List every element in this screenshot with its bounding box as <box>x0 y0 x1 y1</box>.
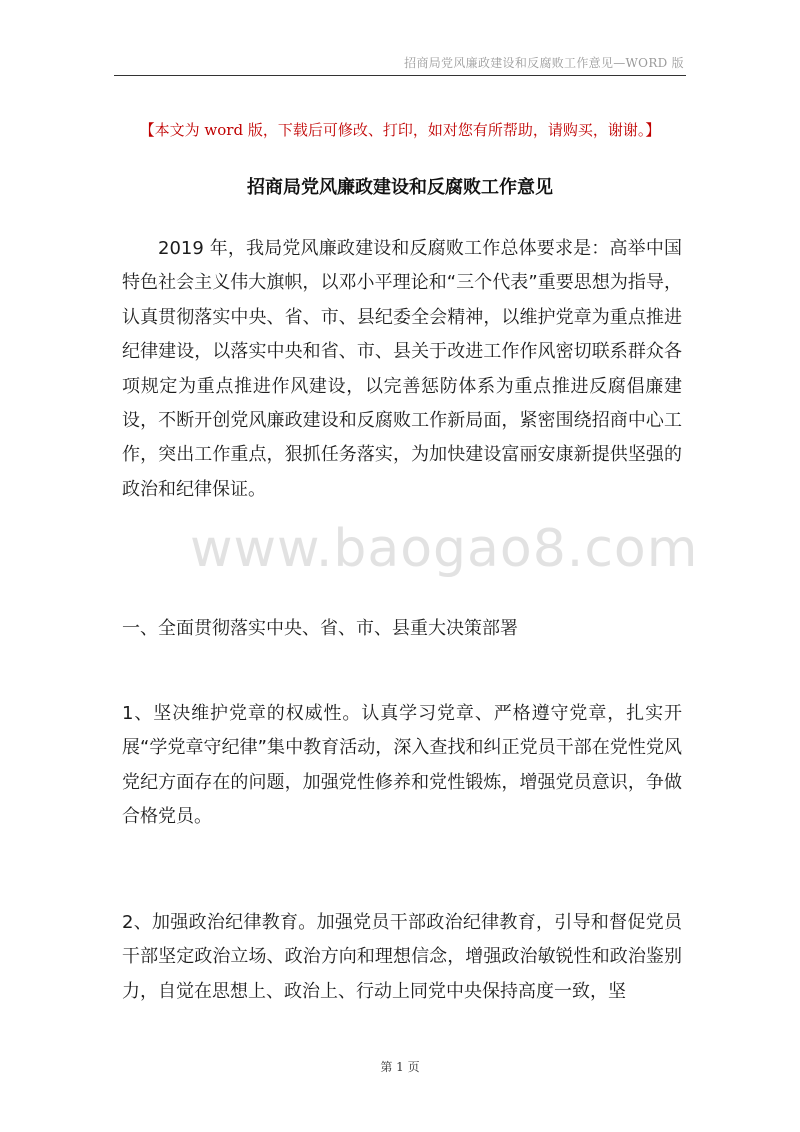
download-notice: 【本文为 word 版，下载后可修改、打印，如对您有所帮助，请购买，谢谢。】 <box>139 121 661 139</box>
running-header: 招商局党风廉政建设和反腐败工作意见—WORD 版 <box>404 56 684 70</box>
header-divider <box>114 75 686 76</box>
watermark: www.baogao8.com <box>190 519 699 579</box>
document-title: 招商局党风廉政建设和反腐败工作意见 <box>247 177 553 198</box>
page-number: 第 1 页 <box>380 1060 420 1074</box>
section-heading-1: 一、全面贯彻落实中央、省、市、县重大决策部署 <box>122 618 518 639</box>
item-paragraph-2: 2、加强政治纪律教育。加强党员干部政治纪律教育，引导和督促党员干部坚定政治立场、政治方向和理想信念，增强政治敏锐性和政治鉴别力，自觉在思想上、政治上、行动上同党中央保持高度一致，坚 <box>122 912 682 1002</box>
item-paragraph-1: 1、坚决维护党章的权威性。认真学习党章、严格遵守党章，扎实开展“学党章守纪律”集中教育活动，深入查找和纠正党员干部在党性党风党纪方面存在的问题，加强党性修养和党性锻炼，增强党员意识，争做合格党员。 <box>122 703 682 828</box>
intro-paragraph: 2019 年，我局党风廉政建设和反腐败工作总体要求是：高举中国特色社会主义伟大旗帜，以邓小平理论和“三个代表”重要思想为指导，认真贯彻落实中央、省、市、县纪委全会精神，以维护党章为重点推进纪律建设，以落实中央和省、市、县关于改进工作作风密切联系群众各项规定为重点推进作风建设，以完善惩防体系为重点推进反腐倡廉建设，不断开创党风廉政建设和反腐败工作新局面，紧密围绕招商中心工作，突出工作重点，狠抓任务落实，为加快建设富丽安康新提供坚强的政治和纪律保证。 <box>122 238 682 500</box>
